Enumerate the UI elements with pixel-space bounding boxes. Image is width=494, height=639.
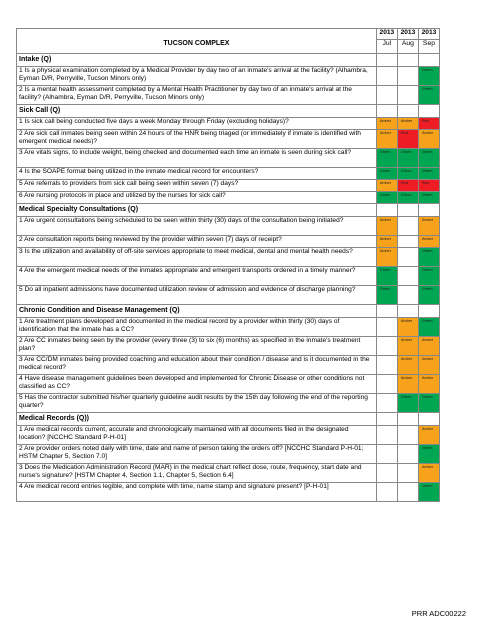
status-cell-jul: [376, 267, 397, 286]
status-cell-sep: [418, 168, 439, 180]
status-label: Green: [379, 193, 391, 197]
question-text: 2 Are sick call inmates being seen within 24 hours of the HNR being triaged (or immediately if inmate is identified with emergent medical needs)?: [17, 130, 377, 149]
status-cell-aug: [397, 445, 418, 464]
question-row: [17, 394, 440, 413]
question-text: 3 Are CC/DM inmates being provided coaching and education about their condition / disease and is it documented in the medical record?: [17, 356, 377, 375]
status-cell-sep: [418, 217, 439, 236]
question-text: 1 Is a physical examination completed by a Medical Provider by day two of an inmate's arrival at the facility? (Alhambra, Eyman D/R, Perryville, Tucson Minors only): [17, 67, 377, 86]
question-text: 3 Does the Medication Administration Record (MAR) in the medical chart reflect dose, route, frequency, start date and nurse's signature? [HSTM Chapter 4, Section 1.1, Chapter 5, Section 6.4]: [17, 464, 377, 483]
status-label: Green: [400, 395, 412, 399]
status-cell-aug: [397, 267, 418, 286]
status-label: Amber: [400, 357, 413, 361]
question-row: [17, 318, 440, 337]
question-row: [17, 464, 440, 483]
section-empty-cell: [376, 204, 397, 217]
question-row: [17, 118, 440, 130]
status-label: Green: [379, 287, 391, 291]
question-text: 3 Are vitals signs, to include weight, being checked and documented each time an inmate is seen during sick call?: [17, 149, 377, 168]
status-cell-jul: [376, 168, 397, 180]
status-cell-jul: [376, 86, 397, 105]
question-text: 4 Have disease management guidelines been developed and implemented for Chronic Disease or other conditions not classified as CC?: [17, 375, 377, 394]
status-label: Amber: [421, 338, 434, 342]
question-text: 5 Are referrals to providers from sick call being seen within seven (7) days?: [17, 180, 377, 192]
header-row: [17, 40, 440, 54]
status-cell-aug: [397, 67, 418, 86]
status-cell-aug: [397, 483, 418, 502]
status-cell-aug: [397, 337, 418, 356]
status-label: Amber: [379, 249, 392, 253]
month-sep: Sep: [418, 40, 439, 54]
status-label: Green: [400, 169, 412, 173]
status-cell-aug: [397, 464, 418, 483]
status-label: Amber: [421, 131, 434, 135]
status-cell-sep: [418, 394, 439, 413]
status-cell-aug: [397, 217, 418, 236]
status-cell-sep: [418, 192, 439, 204]
status-label: Amber: [421, 357, 434, 361]
status-cell-aug: [397, 356, 418, 375]
status-label: Green: [421, 87, 433, 91]
month-jul: Jul: [376, 40, 397, 54]
status-label: Green: [421, 68, 433, 72]
status-label: Red: [421, 119, 429, 123]
section-title: Medical Specialty Consultations (Q): [17, 204, 377, 217]
status-cell-aug: [397, 248, 418, 267]
question-row: [17, 248, 440, 267]
status-cell-jul: [376, 445, 397, 464]
status-cell-sep: [418, 118, 439, 130]
section-empty-cell: [418, 305, 439, 318]
section-empty-cell: [376, 413, 397, 426]
section-header: [17, 105, 440, 118]
question-row: [17, 168, 440, 180]
question-text: 4 Are the emergent medical needs of the inmates appropriate and emergent transports ordered in a timely manner?: [17, 267, 377, 286]
status-cell-jul: [376, 483, 397, 502]
status-label: Amber: [379, 131, 392, 135]
question-text: 5 Do all inpatient admissions have documented utilization review of admission and evidence of discharge planning?: [17, 286, 377, 305]
question-row: [17, 356, 440, 375]
status-label: Amber: [421, 465, 434, 469]
question-row: [17, 67, 440, 86]
status-cell-jul: [376, 118, 397, 130]
question-row: [17, 286, 440, 305]
status-label: Green: [421, 150, 433, 154]
section-header: [17, 305, 440, 318]
status-cell-sep: [418, 426, 439, 445]
section-empty-cell: [397, 305, 418, 318]
status-cell-jul: [376, 318, 397, 337]
status-cell-jul: [376, 356, 397, 375]
status-label: Green: [421, 249, 433, 253]
question-text: 5 Has the contractor submitted his/her quarterly guideline audit results by the 15th day following the end of the reporting quarter?: [17, 394, 377, 413]
status-label: Amber: [421, 218, 434, 222]
question-row: [17, 337, 440, 356]
document-code: PRR ADC00222: [411, 609, 466, 618]
section-header: [17, 413, 440, 426]
status-cell-sep: [418, 267, 439, 286]
question-text: 2 Are consultation reports being reviewed by the provider within seven (7) days of receipt?: [17, 236, 377, 248]
section-empty-cell: [418, 54, 439, 67]
status-label: Amber: [400, 376, 413, 380]
section-title: Intake (Q): [17, 54, 377, 67]
status-label: Amber: [421, 237, 434, 241]
status-cell-aug: [397, 318, 418, 337]
question-text: 1 Are treatment plans developed and documented in the medical record by a provider within thirty (30) days of identification that the inmate has a CC?: [17, 318, 377, 337]
question-text: 2 Is a mental health assessment completed by a Mental Health Practitioner by day two of an inmate's arrival at the facility? (Alhambra, Eyman D/R, Perryville, Tucson Minors only): [17, 86, 377, 105]
status-label: Green: [421, 193, 433, 197]
status-label: Green: [421, 395, 433, 399]
status-cell-jul: [376, 149, 397, 168]
question-text: 6 Are nursing protocols in place and utilized by the nurses for sick call?: [17, 192, 377, 204]
year-aug: 2013: [397, 29, 418, 40]
status-label: Amber: [421, 427, 434, 431]
year-row: [17, 29, 440, 40]
section-empty-cell: [397, 413, 418, 426]
question-row: [17, 130, 440, 149]
status-label: Amber: [400, 338, 413, 342]
question-text: 1 Are medical records current, accurate and chronologically maintained with all documents filed in the designated location? [NCCHC Standard P-H-01]: [17, 426, 377, 445]
question-text: 3 Is the utilization and availability of off-site services appropriate to meet medical, dental and mental health needs?: [17, 248, 377, 267]
status-label: Red: [400, 131, 408, 135]
status-cell-aug: [397, 130, 418, 149]
year-jul: 2013: [376, 29, 397, 40]
question-text: 2 Are CC inmates being seen by the provider (every three (3) to six (6) months) as specified in the inmate's treatment plan?: [17, 337, 377, 356]
status-cell-aug: [397, 236, 418, 248]
status-cell-jul: [376, 337, 397, 356]
status-cell-sep: [418, 236, 439, 248]
status-cell-sep: [418, 375, 439, 394]
status-cell-aug: [397, 149, 418, 168]
status-cell-aug: [397, 86, 418, 105]
status-label: Amber: [379, 237, 392, 241]
status-cell-sep: [418, 337, 439, 356]
status-label: Green: [379, 169, 391, 173]
status-cell-aug: [397, 375, 418, 394]
question-row: [17, 426, 440, 445]
section-header: [17, 54, 440, 67]
status-label: Green: [421, 319, 433, 323]
status-label: Amber: [400, 119, 413, 123]
question-text: 2 Are provider orders noted daily with time, date and name of person taking the orders off? [NCCHC Standard P-H-01; HSTM Chapter 5, Section 7.0]: [17, 445, 377, 464]
section-title: Sick Call (Q): [17, 105, 377, 118]
question-row: [17, 445, 440, 464]
status-label: Green: [421, 268, 433, 272]
status-cell-jul: [376, 180, 397, 192]
status-cell-jul: [376, 464, 397, 483]
section-empty-cell: [397, 204, 418, 217]
status-cell-jul: [376, 192, 397, 204]
status-cell-jul: [376, 130, 397, 149]
status-cell-sep: [418, 318, 439, 337]
status-cell-jul: [376, 217, 397, 236]
status-cell-jul: [376, 375, 397, 394]
status-label: Green: [421, 446, 433, 450]
question-row: [17, 217, 440, 236]
section-empty-cell: [418, 413, 439, 426]
question-row: [17, 180, 440, 192]
status-cell-sep: [418, 464, 439, 483]
question-row: [17, 149, 440, 168]
status-cell-sep: [418, 248, 439, 267]
status-cell-aug: [397, 426, 418, 445]
status-cell-sep: [418, 180, 439, 192]
status-cell-jul: [376, 286, 397, 305]
question-row: [17, 483, 440, 502]
section-header: [17, 204, 440, 217]
question-row: [17, 267, 440, 286]
status-cell-sep: [418, 149, 439, 168]
question-row: [17, 86, 440, 105]
status-cell-sep: [418, 483, 439, 502]
blank-header-cell: [17, 29, 377, 40]
status-cell-aug: [397, 168, 418, 180]
status-cell-sep: [418, 356, 439, 375]
status-label: Green: [400, 150, 412, 154]
status-cell-aug: [397, 286, 418, 305]
status-cell-jul: [376, 236, 397, 248]
status-label: Green: [421, 169, 433, 173]
year-sep: 2013: [418, 29, 439, 40]
month-aug: Aug: [397, 40, 418, 54]
section-title: Medical Records (Q)): [17, 413, 377, 426]
status-label: Green: [421, 484, 433, 488]
question-text: 4 Are medical record entries legible, and complete with time, name stamp and signature present? [P-H-01]: [17, 483, 377, 502]
facility-title: TUCSON COMPLEX: [17, 40, 377, 54]
status-cell-aug: [397, 394, 418, 413]
status-cell-sep: [418, 86, 439, 105]
question-row: [17, 375, 440, 394]
status-cell-aug: [397, 192, 418, 204]
status-cell-aug: [397, 180, 418, 192]
status-cell-sep: [418, 445, 439, 464]
status-label: Amber: [379, 119, 392, 123]
question-text: 1 Are urgent consultations being scheduled to be seen within thirty (30) days of the consultation being initiated?: [17, 217, 377, 236]
status-cell-jul: [376, 67, 397, 86]
section-empty-cell: [376, 54, 397, 67]
section-empty-cell: [397, 54, 418, 67]
status-label: Amber: [421, 376, 434, 380]
audit-table: [16, 28, 440, 502]
status-cell-sep: [418, 130, 439, 149]
status-cell-jul: [376, 426, 397, 445]
section-empty-cell: [397, 105, 418, 118]
status-label: Green: [379, 268, 391, 272]
section-empty-cell: [376, 105, 397, 118]
section-empty-cell: [418, 204, 439, 217]
status-cell-jul: [376, 394, 397, 413]
question-row: [17, 236, 440, 248]
status-label: Green: [400, 193, 412, 197]
status-label: Red: [421, 181, 429, 185]
status-cell-sep: [418, 286, 439, 305]
question-text: 1 Is sick call being conducted five days a week Monday through Friday (excluding holidays)?: [17, 118, 377, 130]
status-label: Green: [421, 287, 433, 291]
status-label: Amber: [379, 218, 392, 222]
status-label: Amber: [400, 319, 413, 323]
status-cell-aug: [397, 118, 418, 130]
section-title: Chronic Condition and Disease Management (Q): [17, 305, 377, 318]
status-cell-sep: [418, 67, 439, 86]
section-empty-cell: [376, 305, 397, 318]
status-label: Red: [400, 181, 408, 185]
question-text: 4 Is the SOAPE format being utilized in the inmate medical record for encounters?: [17, 168, 377, 180]
status-label: Green: [379, 150, 391, 154]
status-label: Amber: [379, 181, 392, 185]
section-empty-cell: [418, 105, 439, 118]
question-row: [17, 192, 440, 204]
status-cell-jul: [376, 248, 397, 267]
